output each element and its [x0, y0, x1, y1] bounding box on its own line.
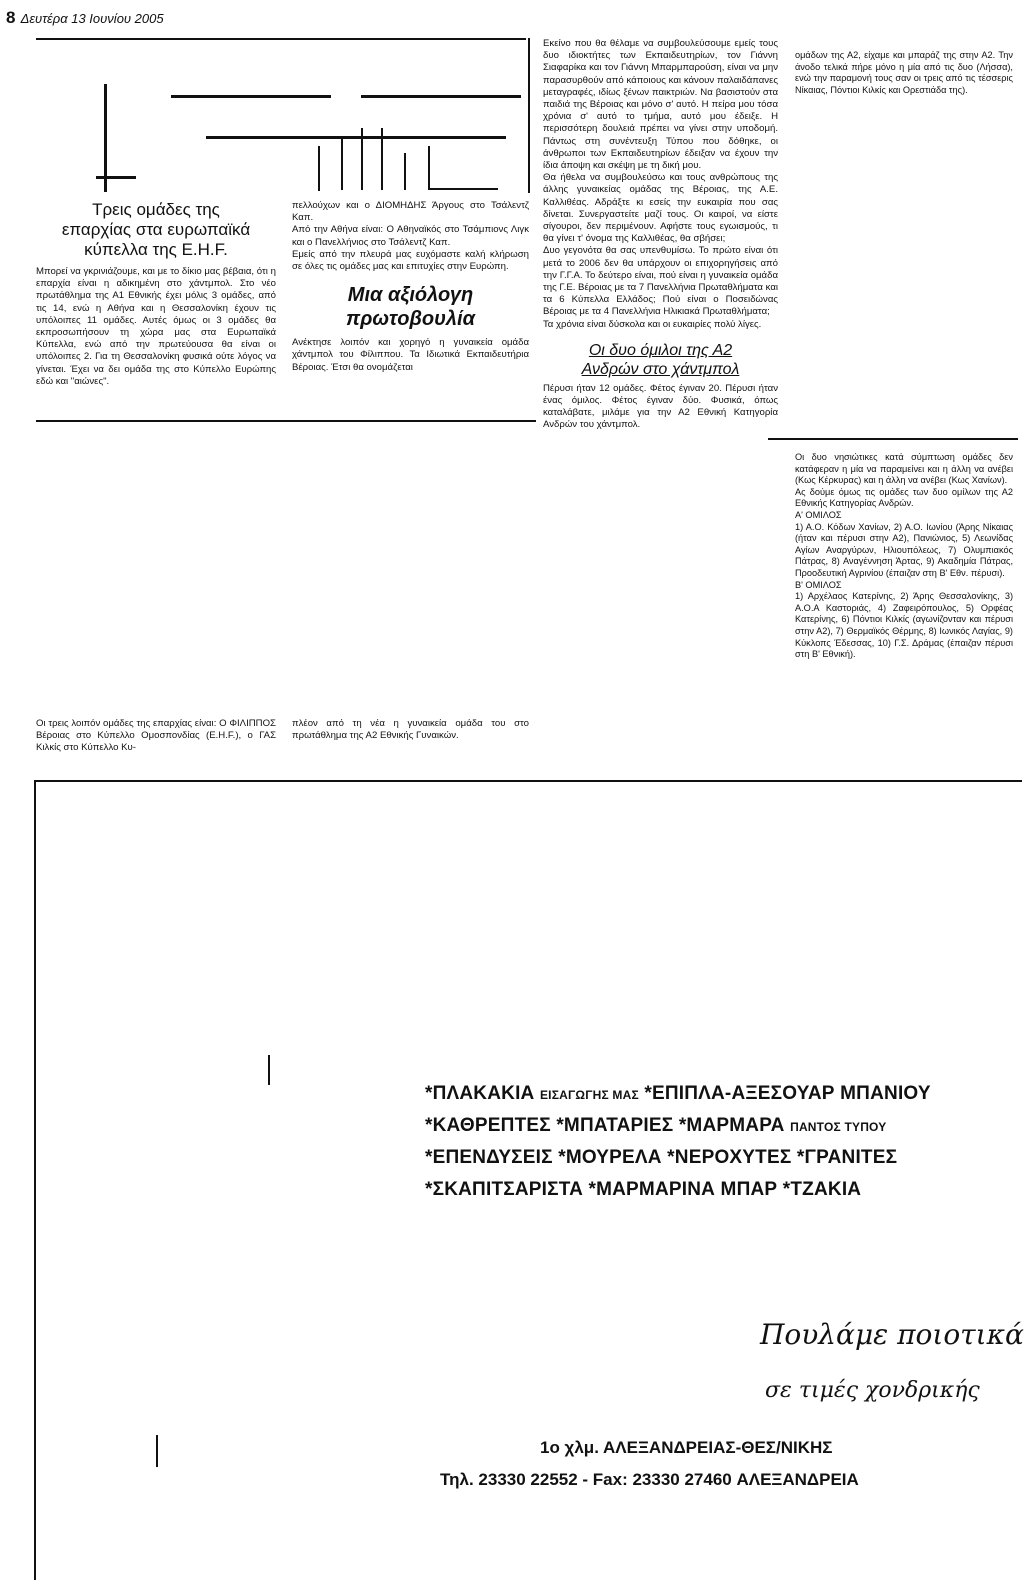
mid-p2: Από την Αθήνα είναι: Ο Αθηναϊκός στο Τσάμπιονς Λιγκ και ο Πανελλήνιος στο Τσάλεντζ Καπ.	[292, 224, 529, 248]
left-headline: Τρεις ομάδες της επαρχίας στα ευρωπαϊκά κύπελλα της Ε.Η.F.	[61, 200, 251, 259]
advert-line-1c: *ΕΠΙΠΛΑ-ΑΞΕΣΟΥΑΡ ΜΠΑΝΙΟΥ	[638, 1083, 931, 1104]
far-p2: Ας δούμε όμως τις ομάδες των δυο ομίλων της Α2 Εθνικής Κατηγορίας Ανδρών.	[795, 486, 1013, 509]
right-headline: Οι δυο όμιλοι της Α2 Ανδρών στο χάντμπολ	[581, 341, 740, 378]
left-bottom-text: Οι τρεις λοιπόν ομάδες της επαρχίας είναι: Ο ΦΙΛΙΠΠΟΣ Βέροιας στο Κύπελλο Ομοσπονδίας (Ε.Η.F.), ο ΓΑΣ Κιλκίς στο Κύπελλο Κυ-	[36, 718, 276, 754]
advert-mark-1	[268, 1055, 270, 1085]
far-p1: Οι δυο νησιώτικες κατά σύμπτωση ομάδες δεν κατάφεραν η μία να παραμείνει και η άλλη να ανέβει (Κως Κέρκυρας) και η άλλη να ανέβει (Κως Χανίων).	[795, 452, 1013, 486]
mid-p3: Εμείς από την πλευρά μας ευχόμαστε καλή κλήρωση σε όλες τις ομάδες μας και επιτυχίες στην Ευρώπη.	[292, 248, 529, 273]
left-divider	[36, 420, 536, 422]
far-divider	[768, 438, 1018, 440]
advert-line-2a: *ΚΑΘΡΕΠΤΕΣ *ΜΠΑΤΑΡΙΕΣ *ΜΑΡΜΑΡΑ	[425, 1115, 791, 1136]
advert-line-1	[425, 1083, 931, 1105]
mid-bottom-text: πλέον από τη νέα η γυναικεία ομάδα του στο πρωτάθλημα της Α2 Εθνικής Γυναικών.	[292, 718, 529, 742]
advert-line-1a: *ΠΛΑΚΑΚΙΑ	[425, 1083, 540, 1104]
page-date: Δευτέρα 13 Ιουνίου 2005	[20, 11, 164, 26]
mid-top: πελλούχων και ο ΔΙΟΜΗΔΗΣ Άργους στο Τσάλεντζ Καπ.	[292, 200, 529, 224]
advert-line-2	[425, 1115, 886, 1137]
far-groupA-title: Α' ΟΜΙΛΟΣ	[795, 509, 842, 520]
advert-line-2b: ΠΑΝΤΟΣ ΤΥΠΟΥ	[790, 1120, 887, 1134]
advert-slogan-1: Πουλάμε ποιοτικά	[760, 1318, 1024, 1351]
right-p3: Δυο γεγονότα θα σας υπενθυμίσω. Το πρώτο είναι ότι μετά το 2006 δεν θα υπάρχουν οι επιχορηγήσεις από την Γ.Γ.Α. Το δεύτερο είναι, πού είναι η γυναικεία ομάδα της Γ.Ε. Βέροιας με τα 7 Πανελλήνια Πρωταθλήματα και τα 6 Κύπελλα Ελλάδος; Πού είναι ο Ποσειδώνας Βέροιας με τα 4 Πανελλήνια Ηλικιακά Πρωταθλήματα;	[543, 245, 778, 318]
right-p4: Τα χρόνια είναι δύσκολα και οι ευκαιρίες πολύ λίγες.	[543, 318, 762, 330]
advert-line-1b: ΕΙΣΑΓΩΓΗΣ ΜΑΣ	[539, 1088, 639, 1102]
right-top: Εκείνο που θα θέλαμε να συμβουλεύσουμε εμείς τους δυο ιδιοκτήτες των Εκπαιδευτηρίων, τον Γιάννη Σιαφαρίκα και τον Γιάννη Μπαρμπαρούση, είναι να μην παρασυρθούν από κάποιους και κάνουν παλαιδάπανες μεταγραφές, ιδίως ξένων παικτριών. Να βασιστούν στα παιδιά της Βέροιας και μόνο σ' αυτό. Η πείρα μου τόσα χρόνια σ' αυτό το τμήμα, αυτό μου έδειξε. Η περισσότερη δουλειά πρέπει να γίνει στην υποδομή. Πάντως στη συνέντευξη Τύπου που δόθηκε, οι άνθρωποι των Εκπαιδευτηρίων έδειξαν να έχουν την ίδια άποψη και σκέψη με τη δική μου.	[543, 38, 778, 172]
page-header	[6, 8, 164, 28]
right-p2: Θα ήθελα να συμβουλεύσω και τους ανθρώπους της άλλης γυναικείας ομάδας της Βέροιας, της Α.Ε. Καλλιθέας. Αδράξτε κι εσείς την ευκαιρία που σας δίνεται. Συνεργαστείτε μαζί τους. Οι καιροί, να είστε σίγουροι, δεν περιμένουν. Αφήστε τους εγωισμούς, τι θα γίνει τ' όνομα της Καλλιθέας, θα σβήσει;	[543, 172, 778, 245]
advert-line-3: *ΕΠΕΝΔΥΣΕΙΣ *ΜΟΥΡΕΛΑ *ΝΕΡΟΧΥΤΕΣ *ΓΡΑΝΙΤΕΣ	[425, 1147, 898, 1168]
far-groupA: 1) Α.Ο. Κόδων Χανίων, 2) Α.Ο. Ιωνίου (Άρης Νίκαιας (ήταν και πέρυσι στην Α2), Πανιώνιος, 5) Λεωνίδας Αγίων Αναργύρων, Ηλιουπόλεως, 7) Ολυμπιακός Πάτρας, 8) Αναγέννηση Άρτας, 9) Ακαδημία Πάτρας, Προοδευτική Αγρινίου (έπαιζαν στη Β' Εθν. πέρυσι).	[795, 521, 1013, 578]
right-body: Πέρυσι ήταν 12 ομάδες. Φέτος έγιναν 20. Πέρυσι ήταν ένας όμιλος. Φέτος έγιναν δύο. Φυσικά, όπως καταλάβατε, μιλάμε για την Α2 Εθνική Κατηγορία Ανδρών του χάντμπολ.	[543, 382, 778, 431]
photo-left	[36, 38, 528, 193]
far-groupB-title: Β' ΟΜΙΛΟΣ	[795, 579, 842, 590]
page-number: 8	[6, 8, 16, 27]
far-column	[795, 50, 1013, 96]
advert-phone: Τηλ. 23330 22552 - Fax: 23330 27460 ΑΛΕΞΑΝΔΡΕΙΑ	[440, 1470, 859, 1489]
mid-column	[292, 200, 529, 374]
left-body: Μπορεί να γκρινιάζουμε, και με το δίκιο μας βέβαια, ότι η επαρχία είναι η αδικημένη στο χάντμπολ. Στο νέο πρωτάθλημα της Α1 Εθνικής έχει μόλις 3 ομάδες, από τις 14, ενώ η Αθήνα και η Θεσσαλονίκη έχουν τις υπόλοιπες 11 ομάδες. Αυτές όμως οι 3 ομάδες θα εκπροσωπήσουν τη χώρα μας στα Ευρωπαϊκά Κύπελλα, ενώ από την πρωτεύουσα θα είναι οι υπόλοιπες 2. Για τη Θεσσαλονίκη φυσικά ούτε λόγος να γίνεται. Έχει να δει ομάδα της στο Κύπελλο Ευρώπης εδώ και "αιώνες".	[36, 266, 276, 387]
far-groupB: 1) Αρχέλαος Κατερίνης, 2) Άρης Θεσσαλονίκης, 3) Α.Ο.Α Καστοριάς, 4) Ζαφειρόπουλος, 5) Ορφέας Κατερίνης, 6) Πόντιοι Κιλκίς (αγωνίζονταν και πέρυσι στην Α2), 7) Θερμαϊκός Θέρμης, 8) Ιωνικός Λαγίας, 9) Κύκλοπς Έδεσσας, 10) Γ.Σ. Δράμας (έπαιζαν πέρυσι στη Β' Εθνική).	[795, 591, 1013, 660]
advert-mark-2	[156, 1435, 158, 1467]
advert-address: 1ο χλμ. ΑΛΕΞΑΝΔΡΕΙΑΣ-ΘΕΣ/ΝΙΚΗΣ	[540, 1438, 833, 1457]
far-column-lower	[795, 452, 1013, 661]
left-column	[36, 200, 276, 388]
far-top: ομάδων της Α2, είχαμε και μπαράζ της στην Α2. Την άνοδο τελικά πήρε μόνο η μία από τις δυο (Λήσσα), ενώ την παραμονή τους σαν οι τρεις από τις τέσσερις Νίκαιας, Πόντιοι Κιλκίς και Ορεστιάδα της).	[795, 50, 1013, 95]
advert-slogan-2: σε τιμές χονδρικής	[765, 1378, 980, 1403]
right-column	[543, 38, 778, 432]
mid-body: Ανέκτησε λοιπόν και χορηγό η γυναικεία ομάδα χάντμπολ του Φίλιππου. Τα Ιδιωτικά Εκπαιδευτήρια Βέροιας. Έτσι θα ονομάζεται	[292, 337, 529, 373]
advert-line-4: *ΣΚΑΠΙΤΣΑΡΙΣΤΑ *ΜΑΡΜΑΡΙΝΑ ΜΠΑΡ *ΤΖΑΚΙΑ	[425, 1179, 862, 1200]
mid-headline: Μια αξιόλογη πρωτοβουλία	[346, 284, 475, 331]
